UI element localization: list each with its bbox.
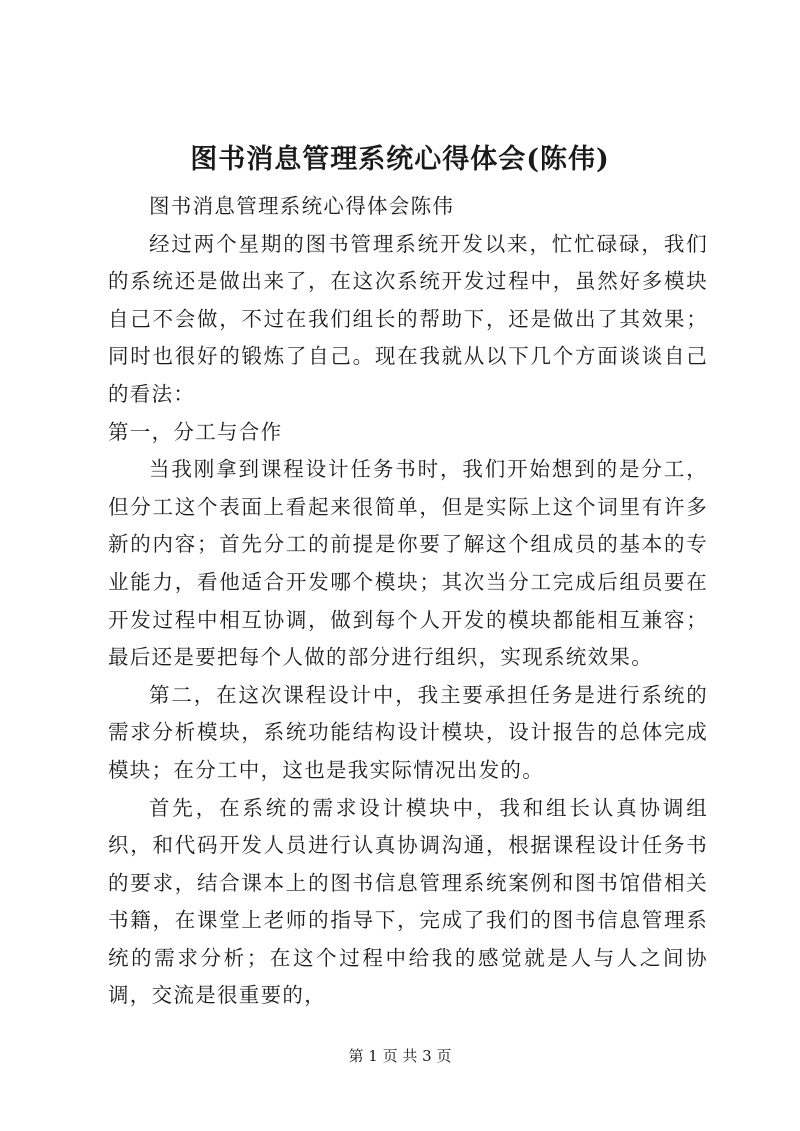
- paragraph-subtitle: 图书消息管理系统心得体会陈伟: [149, 194, 455, 218]
- paragraph-division: 当我刚拿到课程设计任务书时，我们开始想到的是分工，但分工这个表面上看起来很简单，但是实际上这个词里有许多新的内容；首先分工的前提是你要了解这个组成员的基本的专业能力，看他适合开发哪个模块；其次当分工完成后组员要在开发过程中相互协调，做到每个人开发的模块都能相互兼容；最后还是要把每个人做的部分进行组织，实现系统效果。: [108, 457, 708, 670]
- paragraph-first-requirements: 首先，在系统的需求设计模块中，我和组长认真协调组织，和代码开发人员进行认真协调沟通，根据课程设计任务书的要求，结合课本上的图书信息管理系统案例和图书馆借相关书籍，在课堂上老师的指导下，完成了我们的图书信息管理系统的需求分析；在这个过程中给我的感觉就是人与人之间协调，交流是很重要的，: [108, 795, 708, 1008]
- page-footer: 第 1 页 共 3 页: [348, 1047, 452, 1065]
- page-title: 图书消息管理系统心得体会(陈伟): [190, 144, 610, 175]
- section-heading-division: 第一，分工与合作: [108, 419, 283, 444]
- paragraph-second: 第二，在这次课程设计中，我主要承担任务是进行系统的需求分析模块，系统功能结构设计模块，设计报告的总体完成模块；在分工中，这也是我实际情况出发的。: [108, 682, 708, 782]
- document-body: [108, 188, 708, 1015]
- paragraph-intro: 经过两个星期的图书管理系统开发以来，忙忙碌碌，我们的系统还是做出来了，在这次系统开发过程中，虽然好多模块自己不会做，不过在我们组长的帮助下，还是做出了其效果；同时也很好的锻炼了自己。现在我就从以下几个方面谈谈自己的看法：: [108, 231, 708, 406]
